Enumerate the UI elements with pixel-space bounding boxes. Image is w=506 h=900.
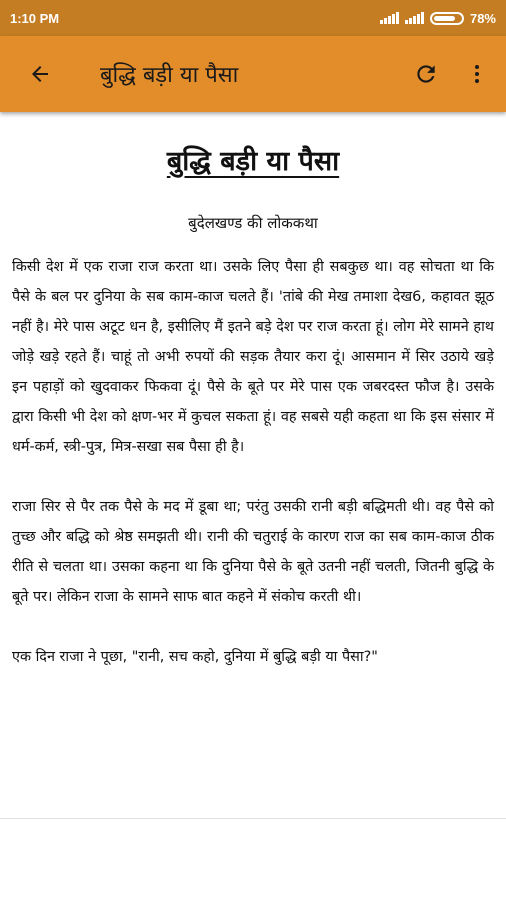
status-bar [0, 0, 506, 36]
story-paragraph: एक दिन राजा ने पूछा, "रानी, सच कहो, दुनिया में बुद्धि बड़ी या पैसा?" [12, 649, 378, 665]
toolbar-title: बुद्धि बड़ी या पैसा [100, 63, 239, 88]
story-subtitle: बुदेलखण्ड की लोककथा [188, 214, 318, 232]
story-title: बुद्धि बड़ी या पैसा [166, 146, 340, 177]
battery-percent: 78% [469, 10, 496, 26]
story-paragraph: राजा सिर से पैर तक पैसे के मद में डूबा था; परंतु उसकी रानी बड़ी बद्धिमती थी। वह पैसे को तुच्छ और बद्धि को श्रेष्ठ समझती थी। रानी की चतुराई के कारण राज का सब काम-काज ठीक रीति से चलता था। उसका कहना था कि दुनिया पैसे के बूते उतनी नहीं चलती, जितनी बुद्धि के बूते पर। लेकिन राजा के सामने साफ बात कहने में संकोच करती थी। [12, 499, 494, 605]
more-vert-icon [465, 62, 489, 86]
refresh-icon [413, 61, 439, 87]
overflow-menu-button[interactable] [462, 54, 492, 94]
story-content[interactable] [0, 112, 506, 818]
arrow-back-icon [28, 62, 52, 86]
bottom-blank-area [0, 819, 506, 900]
status-icons [380, 11, 496, 26]
signal-icon [380, 12, 399, 24]
signal-icon [405, 12, 424, 24]
story-paragraph: किसी देश में एक राजा राज करता था। उसके लिए पैसा ही सबकुछ था। वह सोचता था कि पैसे के बल पर दुनिया के सब काम-काज चलते हैं। 'तांबे की मेख तमाशा देख6, कहावत झूठ नहीं है। मेरे पास अटूट धन है, इसीलिए मैं इतने बड़े देश पर राज करता हूं। लोग मेरे सामने हाथ जोड़े खड़े रहते हैं। चाहूं तो अभी रुपयों की सड़क तैयार करा दूं। आसमान में सिर उठाये खड़े इन पहाड़ों को खुदवाकर फिकवा दूं। पैसे के बूते पर मेरे पास एक जबरदस्त फौज है। उसके द्वारा किसी भी देश को क्षण-भर में कुचल सकता हूं। वह सबसे यही कहता था कि इस संसार में धर्म-कर्म, स्त्री-पुत्र, मित्र-सखा सब पैसा ही है। [12, 259, 494, 455]
refresh-button[interactable] [406, 54, 446, 94]
app-toolbar [0, 36, 506, 112]
battery-icon [430, 12, 464, 25]
status-time: 1:10 PM [10, 10, 60, 26]
back-button[interactable] [20, 54, 60, 94]
